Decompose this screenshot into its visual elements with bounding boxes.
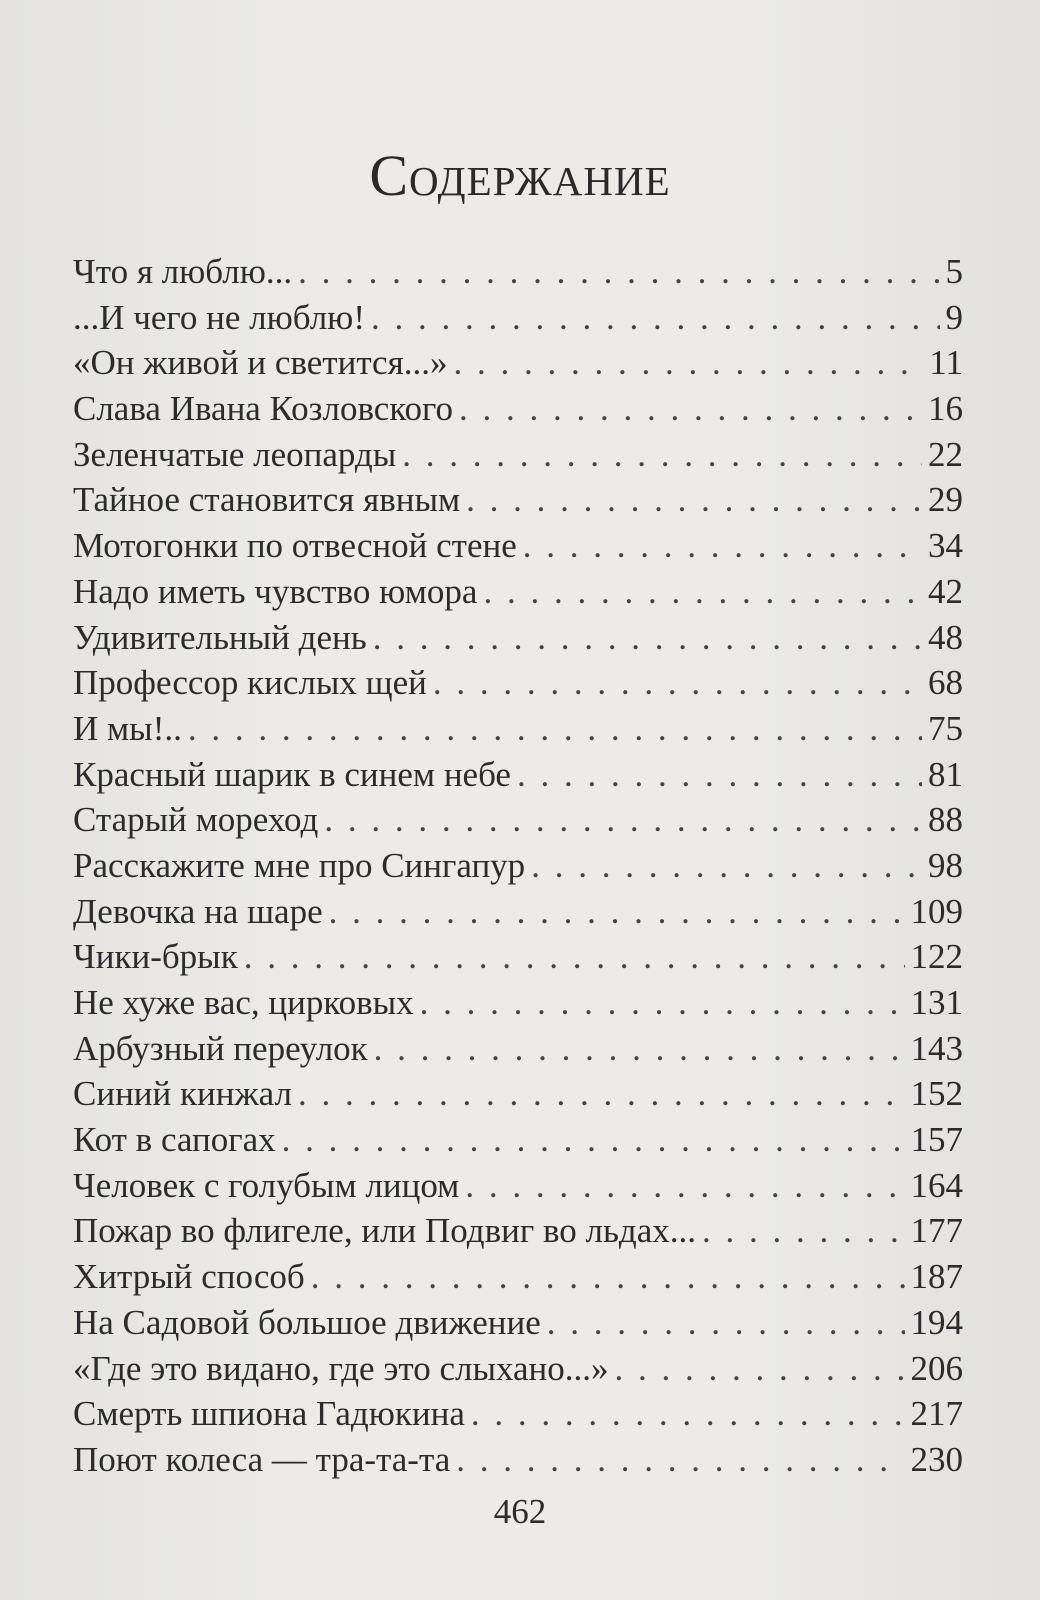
toc-entry (73, 343, 963, 389)
toc-entry-title: Смерть шпиона Гадюкина (73, 1394, 465, 1434)
dot-leader (702, 1211, 904, 1251)
dot-leader (282, 1120, 905, 1160)
toc-entry-page: 152 (910, 1074, 963, 1114)
toc-entry-title: Надо иметь чувство юмора (73, 571, 478, 611)
toc-entry-page: 16 (928, 389, 963, 429)
toc-entry-page: 88 (928, 800, 963, 840)
toc-entry-page: 29 (928, 480, 963, 520)
dot-leader (373, 618, 922, 658)
dot-leader (531, 846, 922, 886)
dot-leader (311, 1257, 905, 1297)
toc-entry (73, 1166, 963, 1212)
toc-entry-page: 68 (928, 663, 963, 703)
toc-entry-page: 131 (910, 983, 963, 1022)
toc-entry (73, 480, 963, 526)
toc-entry-title: Старый мореход (73, 800, 319, 840)
dot-leader (615, 1349, 905, 1389)
toc-entry-title: Что я люблю... (73, 252, 293, 291)
toc-entry-page: 230 (910, 1439, 963, 1479)
toc-entry-title: ...И чего не люблю! (73, 297, 365, 337)
toc-entry-title: Арбузный переулок (73, 1028, 368, 1068)
toc-entry-page: 177 (910, 1211, 963, 1251)
toc-entry-page: 81 (928, 754, 963, 794)
dot-leader (298, 1074, 905, 1114)
toc-entry-page: 194 (910, 1302, 963, 1342)
toc-entry-title: Хитрый способ (73, 1257, 305, 1297)
toc-entry-page: 217 (910, 1394, 963, 1434)
toc-entry-title: Мотогонки по отвесной стене (73, 526, 517, 566)
toc-entry-page: 9 (945, 297, 963, 337)
toc-entry (73, 1029, 963, 1075)
dot-leader (371, 298, 940, 338)
toc-entry-title: Пожар во флигеле, или Подвиг во льдах... (73, 1211, 697, 1251)
toc-entry (73, 618, 963, 664)
toc-entry-title: «Он живой и светится...» (73, 343, 448, 383)
toc-entry (73, 298, 963, 344)
toc-entry-title: И мы!.. (73, 708, 182, 748)
dot-leader (324, 800, 922, 840)
toc-entry-page: 143 (910, 1028, 963, 1068)
toc-entry-title: Красный шарик в синем небе (73, 754, 511, 794)
toc-entry-title: Тайное становится явным (73, 480, 461, 520)
toc-entry (73, 709, 963, 755)
toc-entry-page: 109 (910, 891, 963, 931)
toc-entry (73, 1303, 963, 1349)
toc-entry (73, 526, 963, 572)
toc-entry-page: 98 (928, 845, 963, 885)
toc-entry (73, 1211, 963, 1257)
page-number: 462 (493, 1492, 547, 1531)
dot-leader (466, 480, 922, 520)
toc-entry-page: 48 (928, 617, 963, 657)
toc-entry-page: 34 (928, 526, 963, 566)
dot-leader (523, 526, 922, 566)
toc-entry-title: На Садовой большое движение (73, 1302, 541, 1342)
toc-entry-page: 206 (910, 1348, 963, 1388)
toc-entry-title: Синий кинжал (73, 1074, 292, 1114)
toc-entry-page: 164 (910, 1165, 963, 1205)
dot-leader (298, 252, 939, 292)
dot-leader (420, 983, 905, 1023)
dot-leader (459, 389, 922, 429)
table-of-contents (73, 252, 963, 1486)
toc-entry (73, 1074, 963, 1120)
toc-entry (73, 800, 963, 846)
toc-entry-title: Слава Ивана Козловского (73, 389, 454, 429)
toc-entry-title: Расскажите мне про Сингапур (73, 845, 526, 885)
toc-entry (73, 1257, 963, 1303)
toc-entry (73, 663, 963, 709)
toc-entry-page: 187 (910, 1257, 963, 1297)
toc-entry-title: Девочка на шаре (73, 891, 323, 931)
toc-entry (73, 572, 963, 618)
toc-entry-page: 75 (928, 708, 963, 748)
toc-entry-page: 22 (928, 434, 963, 474)
toc-entry-page: 157 (910, 1120, 963, 1160)
toc-entry (73, 252, 963, 298)
toc-entry-page: 122 (910, 937, 963, 977)
dot-leader (471, 1394, 905, 1434)
toc-entry-title: Чики-брык (73, 937, 238, 977)
toc-entry (73, 1120, 963, 1166)
toc-entry (73, 1440, 963, 1486)
dot-leader (433, 663, 922, 703)
toc-entry-title: Поют колеса — тра-та-та (73, 1439, 451, 1479)
toc-entry-title: Человек с голубым лицом (73, 1165, 460, 1205)
toc-entry (73, 983, 963, 1029)
toc-entry-page: 5 (945, 252, 963, 291)
dot-leader (244, 937, 905, 977)
page-title: Содержание (369, 143, 671, 208)
dot-leader (465, 1166, 904, 1206)
toc-entry-title: Зеленчатые леопарды (73, 434, 397, 474)
toc-entry (73, 755, 963, 801)
toc-entry (73, 435, 963, 481)
toc-entry (73, 389, 963, 435)
toc-entry-title: «Где это видано, где это слыхано...» (73, 1348, 609, 1388)
toc-entry (73, 846, 963, 892)
toc-entry-title: Не хуже вас, цирковых (73, 983, 414, 1022)
toc-entry (73, 937, 963, 983)
dot-leader (547, 1303, 905, 1343)
dot-leader (456, 1440, 904, 1480)
toc-entry-page: 42 (928, 571, 963, 611)
toc-entry-title: Профессор кислых щей (73, 663, 427, 703)
dot-leader (329, 892, 905, 932)
toc-entry (73, 892, 963, 938)
toc-entry-title: Удивительный день (73, 617, 367, 657)
toc-entry-title: Кот в сапогах (73, 1120, 276, 1160)
toc-entry-page: 11 (929, 343, 963, 383)
toc-entry (73, 1394, 963, 1440)
dot-leader (483, 572, 922, 612)
dot-leader (402, 435, 922, 475)
dot-leader (517, 755, 922, 795)
dot-leader (374, 1029, 905, 1069)
toc-entry (73, 1349, 963, 1395)
dot-leader (188, 709, 922, 749)
dot-leader (453, 343, 923, 383)
